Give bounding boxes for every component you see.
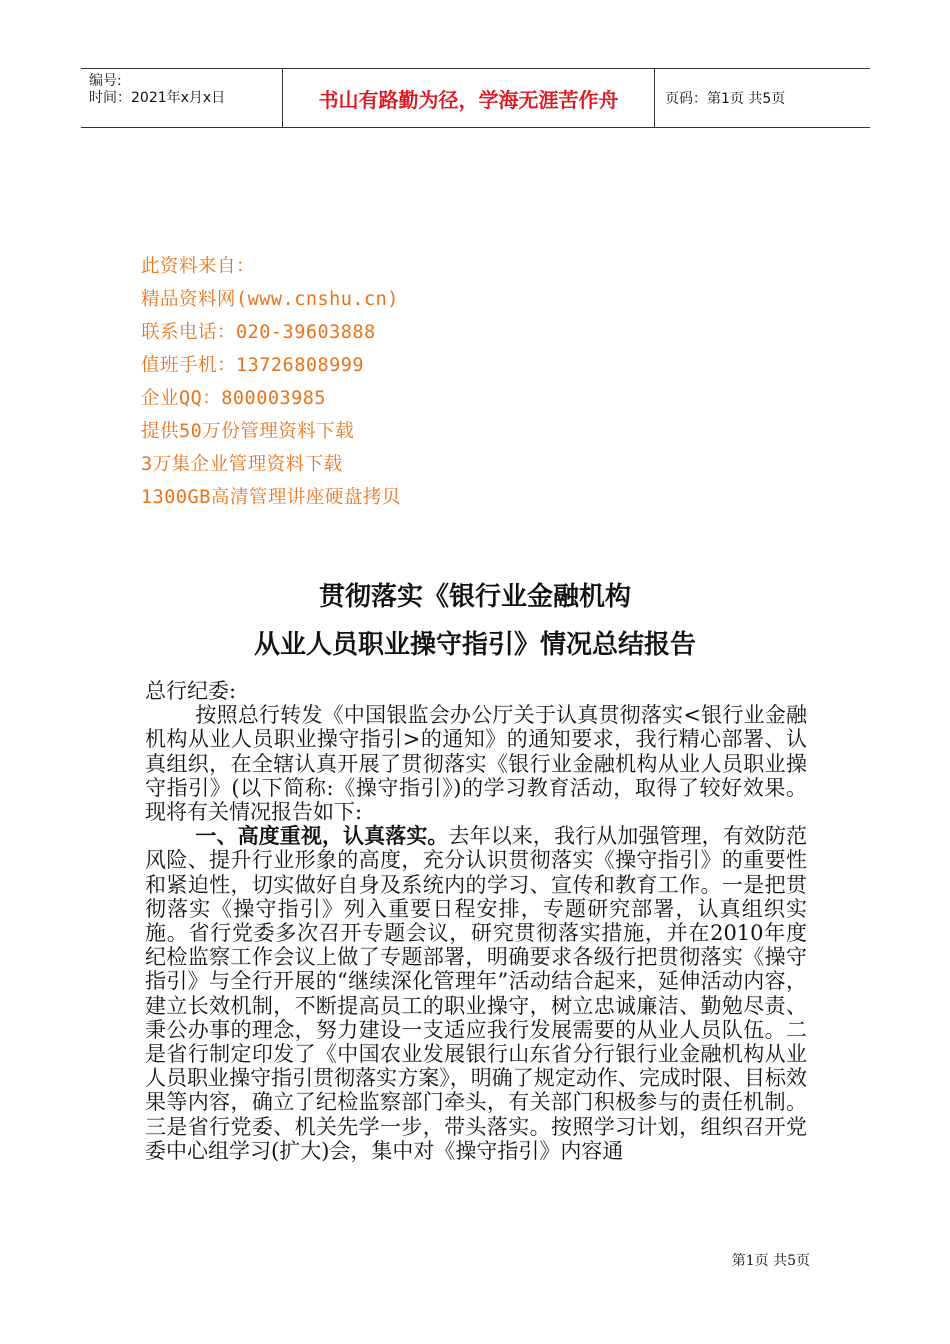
document-time-label: 时间：2021年x月x日 [89,90,226,106]
header-motto: 书山有路勤为径，学海无涯苦作舟 [282,69,655,127]
source-line: 提供50万份管理资料下载 [141,421,355,442]
paragraph-intro: 按照总行转发《中国银监会办公厅关于认真贯彻落实<银行业金融机构从业人员职业操守指引>的通知》的通知要求，我行精心部署、认真组织，在全辖认真开展了贯彻落实《银行业金融机构从业人员职业操守指引》(以下简称:《操守指引》)的学习教育活动，取得了较好效果。现将有关情况报告如下: [145,703,807,825]
document-title-line-2: 从业人员职业操守指引》情况总结报告 [253,630,696,660]
section-text: 去年以来，我行从加强管理，有效防范风险、提升行业形象的高度，充分认识贯彻落实《操守指引》的重要性和紧迫性，切实做好自身及系统内的学习、宣传和教育工作。一是把贯彻落实《操守指引》列入重要日程安排，专题研究部署，认真组织实施。省行党委多次召开专题会议，研究贯彻落实措施，并在2010年度纪检监察工作会议上做了专题部署，明确要求各级行把贯彻落实《操守指引》与全行开展的“继续深化管理年”活动结合起来，延伸活动内容，建立长效机制，不断提高员工的职业操守，树立忠诚廉洁、勤勉尽责、秉公办事的理念，努力建设一支适应我行发展需要的从业人员队伍。二是省行制定印发了《中国农业发展银行山东省分行银行业金融机构从业人员职业操守指引贯彻落实方案》，明确了规定动作、完成时限、目标效果等内容，确立了纪检监察部门牵头，有关部门积极参与的责任机制。三是省行党委、机关先学一步，带头落实。按照学习计划，组织召开党委中心组学习(扩大)会，集中对《操守指引》内容通 [145,824,808,1163]
source-line: 此资料来自： [141,256,256,277]
header-page-code: 页码：第1页 共5页 [665,91,786,107]
salutation: 总行纪委: [145,679,237,703]
source-line: 企业QQ：800003985 [141,388,327,409]
source-line: 值班手机：13726808999 [141,355,365,376]
document-title-line-1: 贯彻落实《银行业金融机构 [318,582,631,612]
source-line: 精品资料网(www.cnshu.cn) [141,289,399,310]
source-line: 联系电话：020-39603888 [141,322,376,343]
document-number-label: 编号: [89,73,122,89]
source-line: 3万集企业管理资料下载 [141,454,343,475]
header-meta [81,69,282,127]
section-heading: 一、高度重视，认真落实。 [195,824,449,849]
page-header [81,68,870,128]
page-footer: 第1页 共5页 [731,1253,810,1269]
source-info-block [141,250,401,514]
paragraph-section-1 [145,824,807,1163]
document-body [145,679,807,1163]
source-line: 1300GB高清管理讲座硬盘拷贝 [141,487,401,508]
